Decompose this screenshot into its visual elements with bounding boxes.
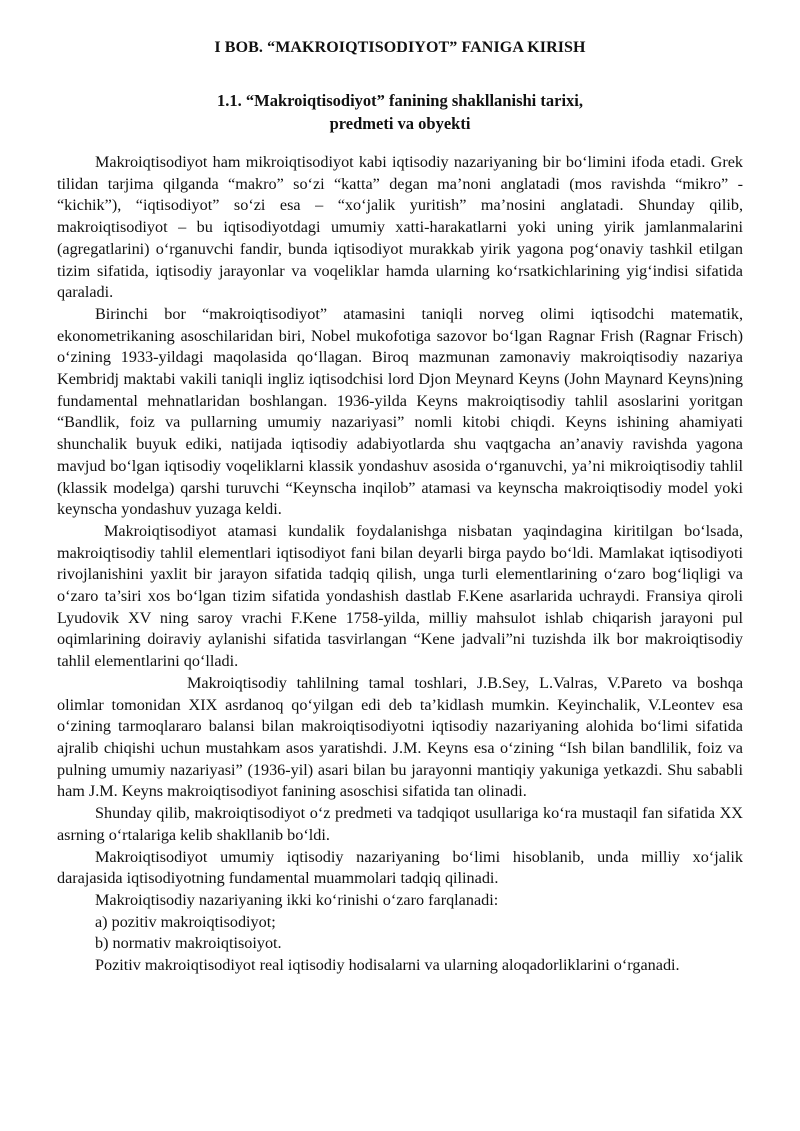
section-title: [57, 89, 743, 135]
paragraph-positive-definition: Pozitiv makroiqtisodiyot real iqtisodiy hodisalarni va ularning aloqadorliklarini o‘rganadi.: [95, 956, 680, 975]
paragraph-independent-science: Shunday qilib, makroiqtisodiyot o‘z predmeti va tadqiqot usullariga ko‘ra mustaqil fan sifatida XX asrning o‘rtalariga kelib shakllanib bo‘ldi.: [57, 804, 743, 844]
list-item-positive: a) pozitiv makroiqtisodiyot;: [95, 912, 276, 931]
paragraph-general-theory: Makroiqtisodiyot umumiy iqtisodiy nazariyaning bo‘limi hisoblanib, unda milliy xo‘jalik darajasida iqtisodiyotning fundamental muammolari tadqiq qilinadi.: [57, 847, 743, 888]
paragraph-history-keynes: Birinchi bor “makroiqtisodiyot” atamasini taniqli norveg olimi iqtisodchi matematik, ekonometrikaning asoschilaridan biri, Nobel mukofotiga sazovor bo‘lgan Ragnar Frish (Ragnar Frisch) o‘zining 1933-yildagi maqolasida qo‘llagan. Biroq mazmunan zamonaviy makroiqtisodiy nazariya Kembridj maktabi vakili taniqli ingliz iqtisodchisi lord Djon Meynard Keyns (John Maynard Keyns)ning fundamental mehnatlaridan boshlangan. 1936-yilda Keyns makroiqtisodiy tahlil asoslarini yoritgan “Bandlik, foiz va pullarning umumiy nazariyasi” nomli kitobi chiqdi. Keyns ishining ahamiyati shunchalik buyuk ediki, natijada iqtisodiy adabiyotlarda shu vaqtgacha an’anaviy ravishda yagona mavjud bo‘lgan iqtisodiy voqeliklarni klassik yondashuv asosida o‘rganuvchi, ya’ni mikroiqtisodiy tahlil (klassik modelga) qarshi turuvchi “Keynscha inqilob” atamasi va keynscha makroiqtisodiy model yoki keynscha yondashuv yuzaga keldi.: [57, 304, 743, 519]
section-title-line-1: 1.1. “Makroiqtisodiyot” fanining shakllanishi tarixi,: [217, 91, 583, 110]
paragraph-two-types: Makroiqtisodiy nazariyaning ikki ko‘rinishi o‘zaro farqlanadi:: [95, 890, 499, 909]
paragraph-foundations: Makroiqtisodiy tahlilning tamal toshlari, J.B.Sey, L.Valras, V.Pareto va boshqa olimlar tomonidan XIX asrdanoq qo‘yilgan edi deb ta’kidlash mumkin. Keyinchalik, V.Leontev esa o‘zining tarmoqlararo balansi bilan makroiqtisodiyotni iqtisodiy nazariyaning alohida bo‘limi sifatida ajralib chiqishi uchun mustahkam asos yaratishdi. J.M. Keyns esa o‘zining “Ish bilan bandlilik, foiz va pulning umumiy nazariyasi” (1936-yil) asari bilan bu jarayonni mantiqiy yakuniga yetkazdi. Shu sababli ham J.M. Keyns makroiqtisodiyot fanining asoschisi sifatida tan olinadi.: [57, 673, 743, 801]
paragraph-intro: Makroiqtisodiyot ham mikroiqtisodiyot kabi iqtisodiy nazariyaning bir bo‘limini ifoda etadi. Grek tilidan tarjima qilganda “makro” so‘zi “katta” degan ma’noni anglatadi (mos ravishda “mikro” - “kichik”), “iqtisodiyot” so‘zi esa – “xo‘jalik yuritish” ma’nosini anglatadi. Shunday qilib, makroiqtisodiyot – bu iqtisodiyotdagi umumiy xatti-harakatlarni yoki uning yirik jamlanmalarini (agregatlarini) o‘rganuvchi fandir, bunda iqtisodiyot murakkab yirik yagona pog‘onaviy tashkil etilgan tizim sifatida, iqtisodiy jarayonlar va voqeliklar hamda ularning ko‘rsatkichlarining yig‘indisi sifatida qaraladi.: [57, 153, 743, 302]
paragraph-kene: Makroiqtisodiyot atamasi kundalik foydalanishga nisbatan yaqindagina kiritilgan bo‘lsada, makroiqtisodiy tahlil elementlari iqtisodiyot fani bilan deyarli birga paydo bo‘ldi. Mamlakat iqtisodiyoti rivojlanishini yaxlit bir jarayon sifatida tadqiq qilish, unga turli elementlarining o‘zaro bog‘liqligi va o‘zaro ta’siri xos bo‘lgan tizim sifatida yondashish dastlab F.Kene asarlarida uchraydi. Fransiya qiroli Lyudovik XV ning saroy vrachi F.Kene 1758-yilda, milliy mahsulot ishlab chiqarish jarayoni pul oqimlarining doiraviy aylanishi sifatida tasvirlangan “Kene jadvali”ni tuzishda ilk bor makroiqtisodiy tahlil elementlarini qo‘lladi.: [57, 521, 743, 671]
chapter-title: I BOB. “MAKROIQTISODIYOT” FANIGA KIRISH: [214, 39, 586, 56]
list-item-normative: b) normativ makroiqtisoiyot.: [95, 934, 282, 953]
section-title-line-2: predmeti va obyekti: [329, 114, 471, 133]
